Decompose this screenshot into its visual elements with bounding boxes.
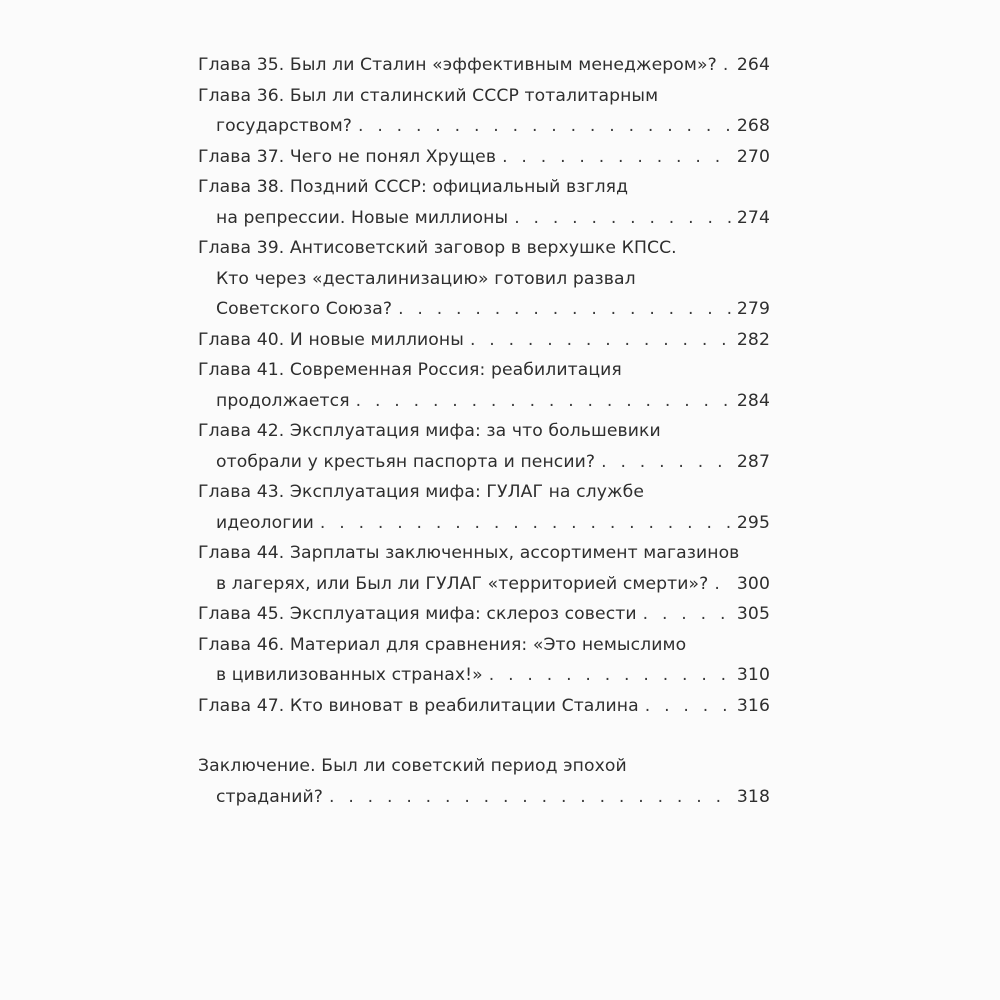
page-number: 316 xyxy=(736,695,770,716)
toc-entry-last-line xyxy=(198,691,770,722)
dot-leader xyxy=(643,599,731,630)
dot-leader xyxy=(714,569,730,600)
toc-entry-line xyxy=(198,172,770,203)
toc-entry-title: Глава 37. Чего не понял Хрущев xyxy=(198,146,497,167)
toc-entry-title: Глава 44. Зарплаты заключенных, ассортимент магазинов xyxy=(198,543,740,563)
toc-entry xyxy=(198,630,770,691)
page-number: 274 xyxy=(736,207,770,228)
dot-leader xyxy=(489,660,731,691)
toc-entry-last-line xyxy=(198,50,770,81)
page-number: 300 xyxy=(736,573,770,594)
toc-conclusion xyxy=(198,751,770,812)
toc-entry-title: Глава 42. Эксплуатация мифа: за что большевики xyxy=(198,421,661,441)
toc-entry-title: Глава 45. Эксплуатация мифа: склероз совести xyxy=(198,604,637,624)
toc-entry-last-line xyxy=(198,111,770,142)
dot-leader xyxy=(470,325,731,356)
toc-entry xyxy=(198,172,770,233)
toc-entry xyxy=(198,599,770,630)
toc-entry-line xyxy=(198,630,770,661)
toc-entry xyxy=(198,81,770,142)
toc-entries xyxy=(198,50,770,721)
toc-entry-last-line xyxy=(198,599,770,630)
toc-entry-title: продолжается xyxy=(216,390,350,411)
toc-entry-last-line xyxy=(198,325,770,356)
page-number: 287 xyxy=(736,451,770,472)
page-number: 295 xyxy=(736,512,770,533)
dot-leader xyxy=(514,203,731,234)
dot-leader xyxy=(356,386,731,417)
page-number: 318 xyxy=(736,786,770,807)
page-number: 310 xyxy=(736,665,770,685)
toc-entry-last-line xyxy=(198,447,770,478)
toc-entry xyxy=(198,751,770,812)
toc-entry xyxy=(198,325,770,356)
toc-entry-line xyxy=(198,355,770,386)
toc-entry-last-line xyxy=(198,508,770,539)
toc-entry xyxy=(198,233,770,325)
toc-entry-title: в цивилизованных странах!» xyxy=(216,665,483,685)
toc-entry xyxy=(198,538,770,599)
toc-entry-last-line xyxy=(198,203,770,234)
toc-entry-line xyxy=(198,538,770,569)
toc-entry-title: Глава 43. Эксплуатация мифа: ГУЛАГ на службе xyxy=(198,482,644,502)
toc-entry xyxy=(198,50,770,81)
toc-entry-title: Кто через «десталинизацию» готовил развал xyxy=(216,268,636,289)
section-gap xyxy=(198,721,770,751)
dot-leader xyxy=(320,508,731,539)
page-number: 264 xyxy=(736,55,770,75)
toc-entry xyxy=(198,477,770,538)
toc-entry-line xyxy=(198,751,770,782)
toc-entry-last-line xyxy=(198,142,770,173)
toc-entry-title: Глава 40. И новые миллионы xyxy=(198,329,464,350)
toc-entry-line xyxy=(198,81,770,112)
toc-entry-title: в лагерях, или Был ли ГУЛАГ «территорией смерти»? xyxy=(216,573,709,594)
toc-entry-title: Глава 46. Материал для сравнения: «Это немыслимо xyxy=(198,634,687,655)
toc-entry-title: идеологии xyxy=(216,512,314,533)
dot-leader xyxy=(723,50,731,81)
dot-leader xyxy=(398,294,731,325)
toc-entry-line xyxy=(198,264,770,295)
toc-entry-title: Глава 41. Современная Россия: реабилитация xyxy=(198,360,622,380)
page-number: 284 xyxy=(736,390,770,411)
toc-entry-last-line xyxy=(198,294,770,325)
table-of-contents xyxy=(198,50,770,812)
toc-entry-title: страданий? xyxy=(216,786,324,807)
toc-entry-title: отобрали у крестьян паспорта и пенсии? xyxy=(216,451,596,472)
dot-leader xyxy=(601,447,731,478)
toc-entry-title: Глава 47. Кто виноват в реабилитации Сталина xyxy=(198,695,639,716)
toc-entry-line xyxy=(198,477,770,508)
dot-leader xyxy=(329,782,731,813)
dot-leader xyxy=(502,142,731,173)
toc-entry-title: Глава 36. Был ли сталинский СССР тоталитарным xyxy=(198,85,659,106)
page-number: 305 xyxy=(736,604,770,624)
toc-entry-last-line xyxy=(198,782,770,813)
page-number: 279 xyxy=(736,299,770,319)
toc-entry-line xyxy=(198,416,770,447)
toc-entry xyxy=(198,416,770,477)
dot-leader xyxy=(358,111,731,142)
page-number: 268 xyxy=(736,116,770,136)
toc-entry-title: Заключение. Был ли советский период эпохой xyxy=(198,756,627,776)
dot-leader xyxy=(645,691,731,722)
toc-entry-title: Глава 38. Поздний СССР: официальный взгляд xyxy=(198,177,629,197)
toc-entry xyxy=(198,355,770,416)
toc-entry-last-line xyxy=(198,569,770,600)
toc-entry-last-line xyxy=(198,660,770,691)
toc-entry xyxy=(198,142,770,173)
page-number: 282 xyxy=(736,329,770,350)
toc-entry-title: Глава 39. Антисоветский заговор в верхушке КПСС. xyxy=(198,238,677,258)
toc-entry-title: Советского Союза? xyxy=(216,299,393,319)
toc-entry-title: на репрессии. Новые миллионы xyxy=(216,207,509,228)
toc-entry-title: государством? xyxy=(216,116,352,136)
page-number: 270 xyxy=(736,146,770,167)
toc-entry xyxy=(198,691,770,722)
toc-entry-last-line xyxy=(198,386,770,417)
toc-entry-line xyxy=(198,233,770,264)
toc-entry-title: Глава 35. Был ли Сталин «эффективным менеджером»? xyxy=(198,55,717,75)
